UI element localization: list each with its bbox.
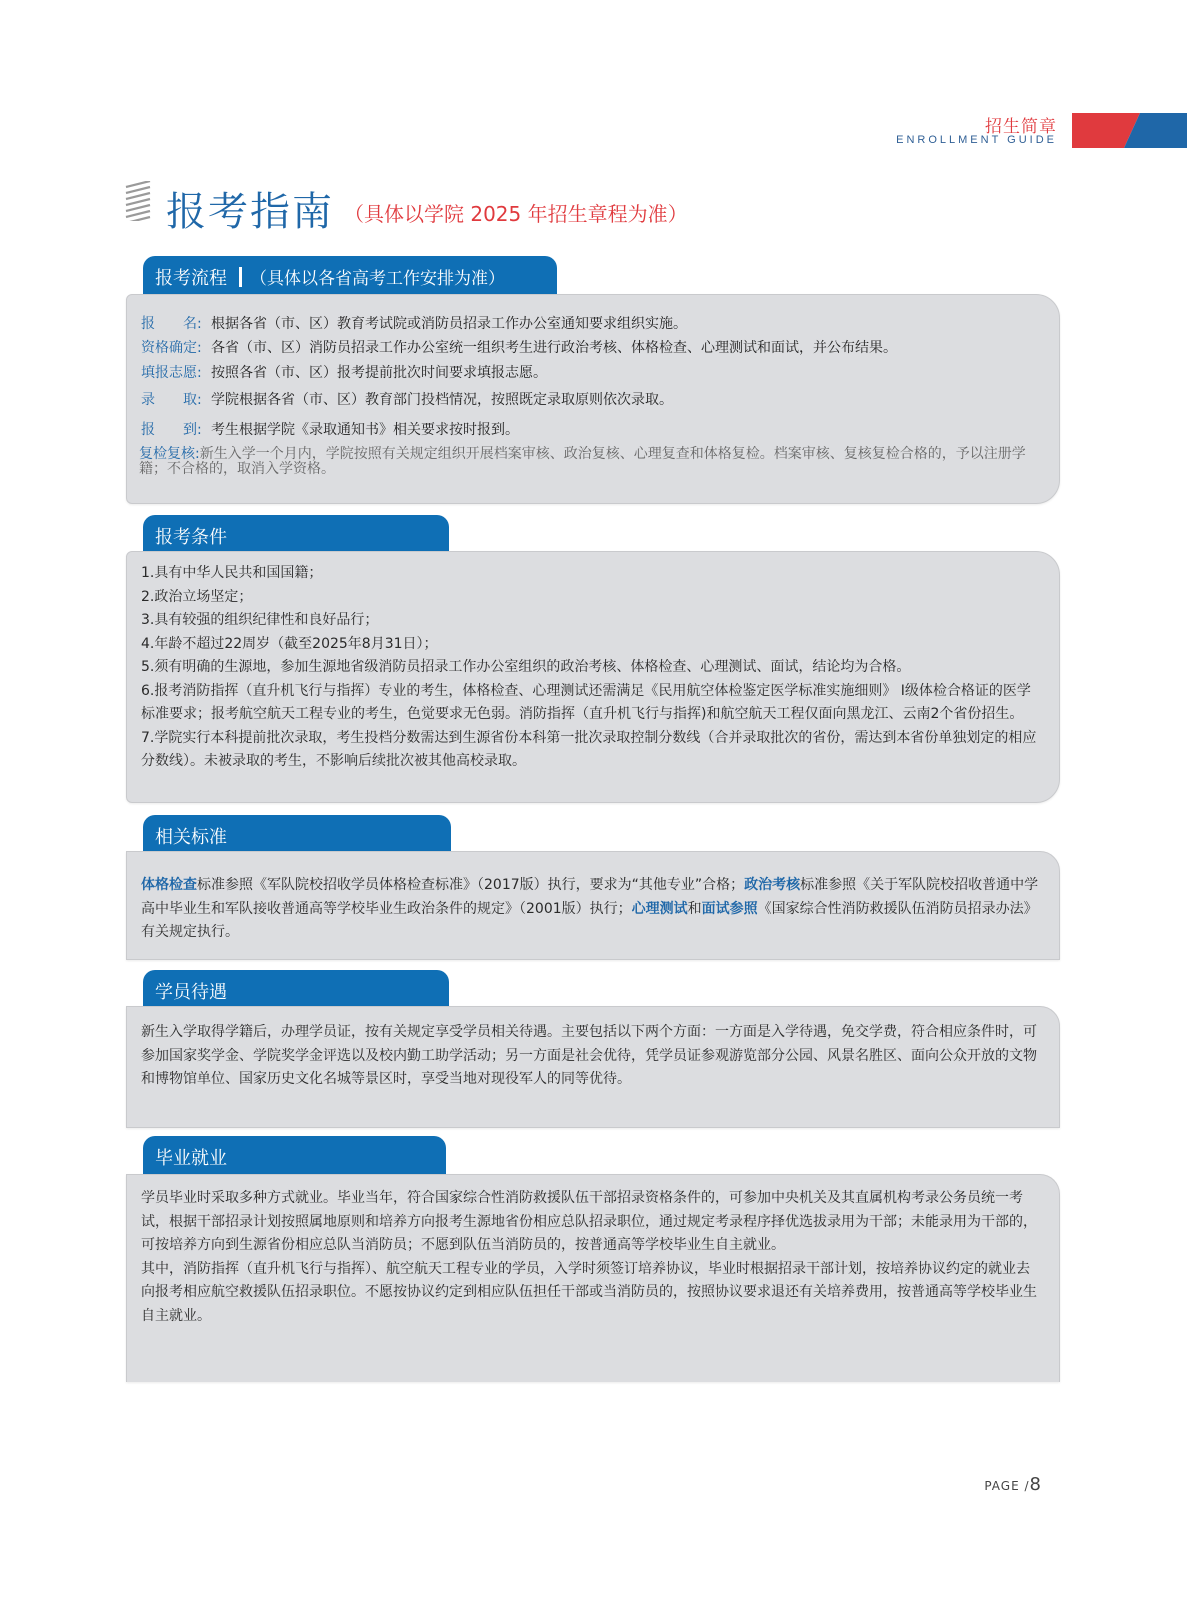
page-num: 8 [1029, 1474, 1042, 1495]
page-label: PAGE / [984, 1479, 1030, 1493]
condition-item: 1.具有中华人民共和国国籍； [141, 565, 323, 581]
keyword-psych-test: 心理测试 [631, 900, 688, 917]
process-item [141, 419, 519, 439]
tab-conditions [143, 515, 449, 553]
process-item-text: 考生根据学院《录取通知书》相关要求按时报到。 [211, 422, 519, 438]
process-item [141, 389, 673, 409]
process-item-text: 根据各省（市、区）教育考试院或消防员招录工作办公室通知要求组织实施。 [211, 316, 687, 332]
treatment-text: 新生入学取得学籍后，办理学员证，按有关规定享受学员相关待遇。主要包括以下两个方面：一方面是入学待遇，免交学费，符合相应条件时，可参加国家奖学金、学院奖学金评选以及校内勤工助学活动；另一方面是社会优待，凭学员证参观游览部分公园、风景名胜区、面向公众开放的文物和博物馆单位、国家历史文化名城等景区时，享受当地对现役军人的同等优待。 [141, 1024, 1037, 1087]
process-item-label: 资格确定: [141, 340, 202, 356]
keyword-interview: 面试参照 [701, 900, 758, 917]
page-number [984, 1474, 1042, 1495]
guide-title-en: ENROLLMENT GUIDE [896, 134, 1057, 146]
guide-title-zh: 招生简章 [985, 117, 1057, 137]
conditions-list [141, 562, 1041, 774]
process-item [141, 362, 547, 382]
standards-text [141, 874, 1041, 945]
tab-employment-label: 毕业就业 [155, 1148, 227, 1169]
standards-text-2: 标准参照《关于军队院校招收普通中学高中毕业生和军队接收普通高等学校毕业生政治条件的规定》（2001版）执行； [141, 877, 1039, 917]
tab-process-label: 报考流程 [155, 268, 227, 289]
keyword-political-review: 政治考核 [744, 877, 801, 893]
standards-text-3: 和 [687, 900, 702, 917]
tab-divider [239, 267, 242, 287]
page-title: 报考指南 [166, 189, 334, 235]
standards-text-4: 《国家综合性消防救援队伍消防员招录办法》有关规定执行。 [141, 900, 1038, 940]
treatment-box [126, 1006, 1060, 1128]
process-item-label: 填报志愿: [141, 365, 202, 381]
condition-item: 6.报考消防指挥（直升机飞行与指挥）专业的考生，体格检查、心理测试还需满足《民用航空体检鉴定医学标准实施细则》 Ⅰ级体检合格证的医学标准要求；报考航空航天工程专业的考生，色觉要求无色弱。消防指挥（直升机飞行与指挥)和航空航天工程仅面向黑龙江、云南2个省份招生。 [141, 682, 1031, 722]
condition-item: 7.学院实行本科提前批次录取，考生投档分数需达到生源省份本科第一批次录取控制分数线（合并录取批次的省份，需达到本省份单独划定的相应分数线）。未被录取的考生，不影响后续批次被其他高校录取。 [141, 729, 1037, 769]
process-item-text: 新生入学一个月内，学院按照有关规定组织开展档案审核、政治复核、心理复查和体格复检。档案审核、复核复检合格的，予以注册学籍；不合格的，取消入学资格。 [139, 446, 1026, 477]
employment-paragraph: 学员毕业时采取多种方式就业。毕业当年，符合国家综合性消防救援队伍干部招录资格条件的，可参加中央机关及其直属机构考录公务员统一考试，根据干部招录计划按照属地原则和培养方向报考生源地省份相应总队招录职位，通过规定考录程序择优选拔录用为干部；未能录用为干部的，可按培养方向到生源省份相应总队当消防员；不愿到队伍当消防员的，按普通高等学校毕业生自主就业。 [141, 1190, 1037, 1253]
tab-standards-label: 相关标准 [155, 827, 227, 848]
conditions-box [126, 551, 1060, 803]
standards-text-1: 标准参照《军队院校招收学员体格检查标准》（2017版）执行，要求为“其他专业”合格； [197, 877, 745, 893]
process-item [139, 447, 1029, 477]
stripes-icon [124, 181, 152, 221]
condition-item: 4.年龄不超过22周岁（截至2025年8月31日）； [141, 635, 438, 652]
header-color-bar [1072, 113, 1187, 148]
condition-item: 3.具有较强的组织纪律性和良好品行； [141, 612, 379, 628]
process-item [141, 337, 897, 357]
tab-conditions-label: 报考条件 [155, 527, 227, 548]
process-item-label: 录 取: [141, 392, 202, 408]
process-item-text: 按照各省（市、区）报考提前批次时间要求填报志愿。 [211, 365, 547, 381]
employment-box [126, 1174, 1060, 1382]
tab-treatment-label: 学员待遇 [155, 982, 227, 1003]
process-item-label: 复检复核: [139, 446, 200, 462]
process-item-label: 报 名: [141, 316, 202, 332]
tab-employment [143, 1136, 446, 1174]
process-item-text: 学院根据各省（市、区）教育部门投档情况，按照既定录取原则依次录取。 [211, 392, 673, 408]
condition-item: 5.须有明确的生源地，参加生源地省级消防员招录工作办公室组织的政治考核、体格检查、心理测试、面试，结论均为合格。 [141, 659, 911, 675]
condition-item: 2.政治立场坚定； [141, 588, 253, 605]
tab-treatment [143, 970, 449, 1008]
employment-text [141, 1187, 1041, 1328]
process-item-text: 各省（市、区）消防员招录工作办公室统一组织考生进行政治考核、体格检查、心理测试和面试，并公布结果。 [211, 340, 897, 356]
process-box [126, 294, 1060, 504]
process-item-label: 报 到: [141, 422, 202, 438]
tab-process-note: （具体以各省高考工作安排为准） [250, 269, 505, 289]
keyword-physical-exam: 体格检查 [141, 877, 197, 893]
tab-standards [143, 815, 451, 853]
tab-process [143, 256, 557, 294]
process-item [141, 313, 687, 333]
standards-box [126, 851, 1060, 960]
employment-paragraph: 其中，消防指挥（直升机飞行与指挥）、航空航天工程专业的学员，入学时须签订培养协议，毕业时根据招录干部计划，按培养协议约定的就业去向报考相应航空救援队伍招录职位。不愿按协议约定到相应队伍担任干部或当消防员的，按照协议要求退还有关培养费用，按普通高等学校毕业生自主就业。 [141, 1260, 1037, 1324]
page-subtitle: （具体以学院 2025 年招生章程为准） [344, 202, 688, 226]
